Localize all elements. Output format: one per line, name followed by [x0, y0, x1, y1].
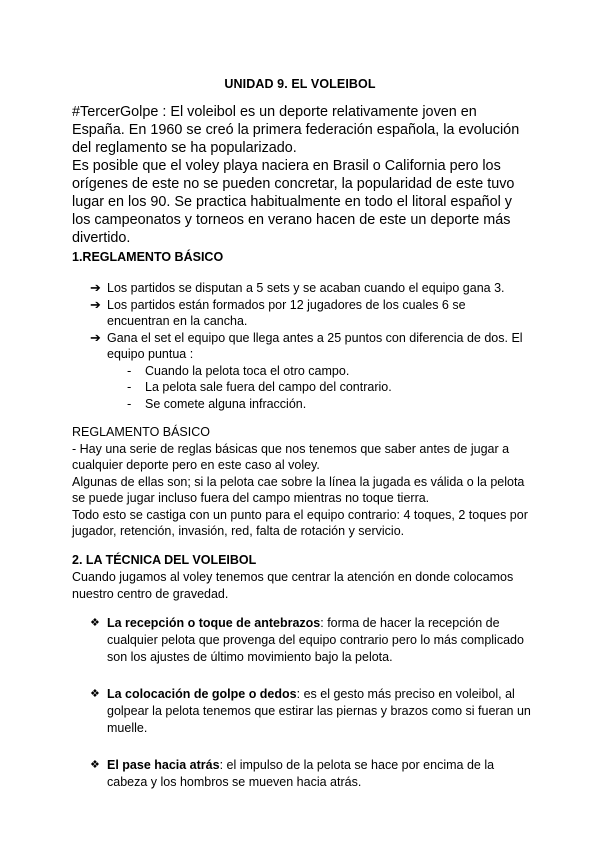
sub-list-item-text: Cuando la pelota toca el otro campo. [145, 363, 350, 378]
sub-list-item [107, 379, 530, 396]
list-item-text: Los partidos están formados por 12 jugadores de los cuales 6 se encuentran en la cancha. [107, 297, 466, 328]
technique-description: : el impulso de la pelota se hace por encima de la cabeza y los hombros se mueven hacia atrás. [107, 758, 495, 789]
dash-marker: - [127, 362, 132, 378]
technique-list [90, 615, 535, 811]
technique-term: El pase hacia atrás [107, 758, 220, 772]
list-item-text: Los partidos se disputan a 5 sets y se acaban cuando el equipo gana 3. [107, 281, 505, 295]
list-item [90, 297, 530, 330]
sub-list-item-text: Se comete alguna infracción. [145, 396, 307, 411]
section-heading-tecnica: 2. LA TÉCNICA DEL VOLEIBOL [72, 553, 257, 567]
diamond-icon: ❖ [90, 759, 100, 771]
reglamento-paragraph: - Hay una serie de reglas básicas que nos tenemos que saber antes de jugar a cualquier deporte pero en este caso al voley. [72, 441, 510, 472]
diamond-icon: ❖ [90, 617, 100, 629]
list-item [90, 280, 530, 297]
reglamento-heading: REGLAMENTO BÁSICO [72, 425, 210, 439]
tecnica-intro: Cuando jugamos al voley tenemos que centrar la atención en donde colocamos nuestro centro de gravedad. [72, 570, 514, 601]
arrow-icon: ➔ [90, 329, 101, 345]
reglamento-paragraph: Todo esto se castiga con un punto para el equipo contrario: 4 toques, 2 toques por jugador, retención, invasión, red, falta de rotación y servicio. [72, 507, 528, 538]
intro-paragraph: Es posible que el voley playa naciera en Brasil o California pero los orígenes de este no se pueden concretar, la popularidad de este tuvo lugar en los 90. Se practica habitualmente en todo el litoral español y los campeonatos y torneos en verano hacen de este un deporte más divertido. [72, 158, 515, 246]
diamond-icon: ❖ [90, 688, 100, 700]
technique-description: : es el gesto más preciso en voleibol, al golpear la pelota tenemos que estirar las piernas y brazos como si fueran un muelle. [107, 687, 531, 735]
reglamento-paragraph: Algunas de ellas son; si la pelota cae sobre la línea la jugada es válida o la pelota se puede jugar incluso fuera del campo mientras no toque tierra. [72, 474, 525, 505]
sub-list-item-text: La pelota sale fuera del campo del contrario. [145, 380, 392, 394]
technique-term: La colocación de golpe o dedos [107, 687, 297, 701]
dash-marker: - [127, 395, 132, 411]
technique-term: La recepción o toque de antebrazos [107, 616, 321, 630]
list-item [90, 615, 535, 666]
sub-list-item [107, 396, 530, 413]
reglamento-block [72, 424, 532, 540]
list-item [90, 686, 535, 737]
arrow-icon: ➔ [90, 296, 101, 312]
list-item-text: Gana el set el equipo que llega antes a 25 puntos con diferencia de dos. El equipo puntua : [107, 330, 523, 361]
section-heading-reglamento: 1.REGLAMENTO BÁSICO [72, 250, 224, 264]
sub-list [107, 363, 530, 413]
list-item [90, 330, 530, 413]
arrow-icon: ➔ [90, 280, 101, 295]
rules-list [90, 280, 530, 412]
document-title: UNIDAD 9. EL VOLEIBOL [224, 77, 376, 91]
technique-description: : forma de hacer la recepción de cualquier pelota que provenga del equipo contrario pero lo más complicado son los ajustes de último movimiento bajo la pelota. [107, 616, 524, 664]
dash-marker: - [127, 379, 132, 394]
sub-list-item [107, 363, 530, 380]
intro-paragraph: #TercerGolpe : El voleibol es un deporte relativamente joven en España. En 1960 se creó la primera federación española, la evolución del reglamento se ha popularizado. [72, 104, 520, 156]
list-item [90, 757, 535, 791]
intro-text [72, 103, 532, 247]
